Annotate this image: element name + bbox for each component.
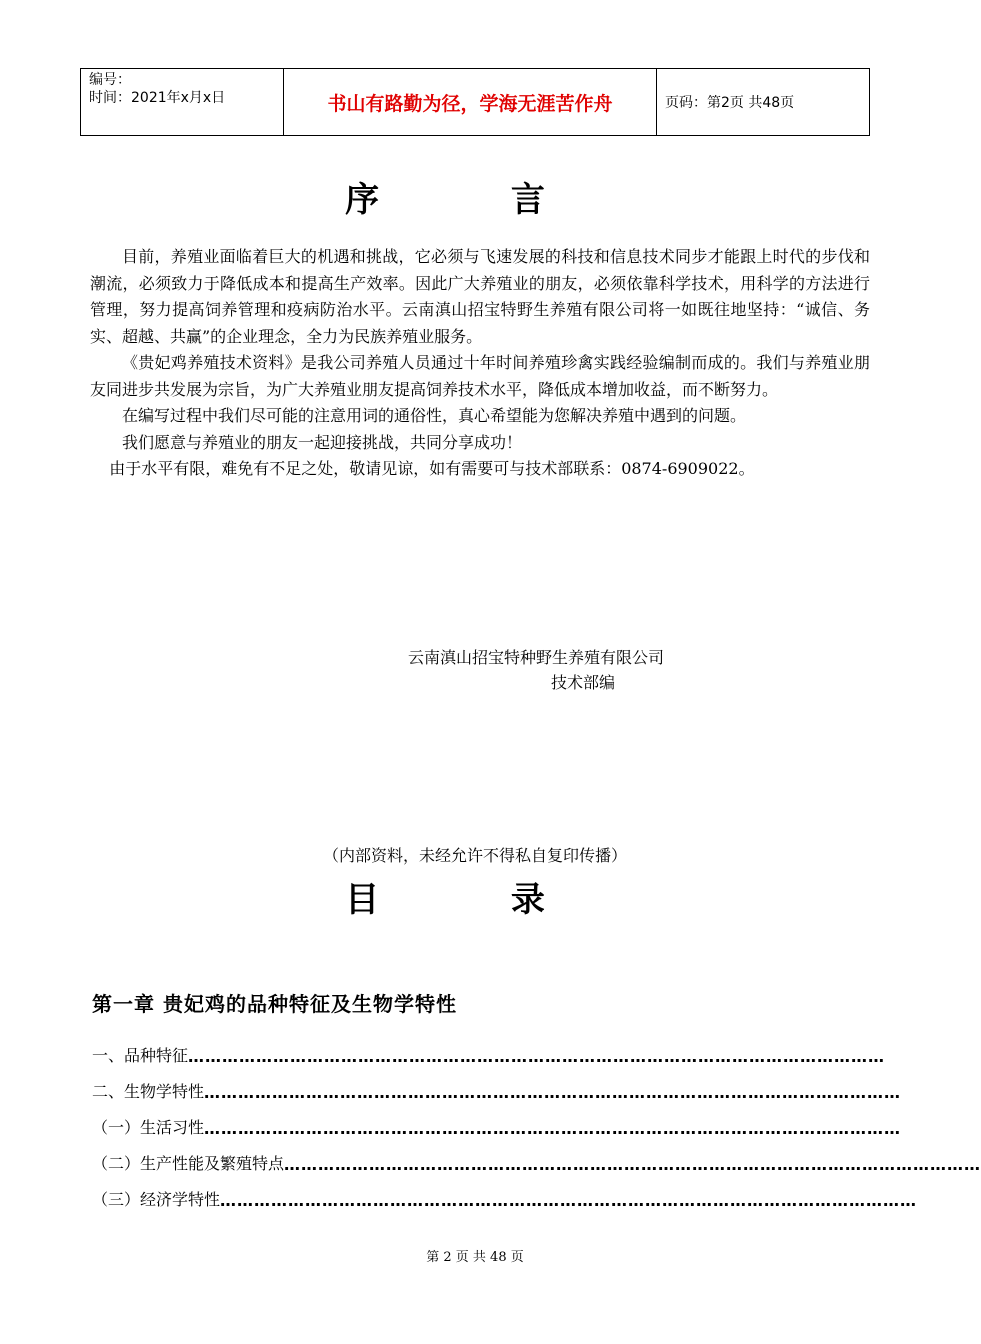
preface-paragraph: 在编写过程中我们尽可能的注意用词的通俗性，真心希望能为您解决养殖中遇到的问题。: [122, 406, 747, 425]
toc-item[interactable]: [92, 1078, 902, 1102]
preface-paragraph: 目前，养殖业面临着巨大的机遇和挑战，它必须与飞速发展的科技和信息技术同步才能跟上时代的步伐和潮流，必须致力于降低成本和提高生产效率。因此广大养殖业的朋友，必须依靠科学技术，用科学的方法进行管理，努力提高饲养管理和疫病防治水平。云南滇山招宝特野生养殖有限公司将一如既往地坚持：“诚信、务实、超越、共赢”的企业理念，全力为民族养殖业服务。: [90, 247, 870, 346]
internal-notice: （内部资料，未经允许不得私自复印传播）: [322, 846, 627, 865]
toc-item-label: 一、品种特征: [92, 1046, 189, 1065]
header-table: [80, 68, 870, 136]
toc-item-label: 二、生物学特性: [92, 1082, 205, 1101]
toc-chapter-heading: 第一章 贵妃鸡的品种特征及生物学特性: [92, 992, 457, 1016]
toc-title: 目 录: [345, 880, 605, 920]
page-footer: 第 2 页 共 48 页: [426, 1250, 524, 1265]
toc-leader-dots: ……………………………………………………………………………………………………………: [204, 1083, 902, 1102]
toc-item[interactable]: [92, 1042, 886, 1066]
preface-title: 序 言: [345, 180, 605, 220]
toc-leader-dots: ……………………………………………………………………………………………………………: [204, 1119, 902, 1138]
header-meta-cell: [81, 69, 284, 136]
toc-leader-dots: ……………………………………………………………………………………………………………: [284, 1155, 981, 1174]
toc-item-label: （三）经济学特性: [92, 1190, 221, 1209]
toc-leader-dots: ……………………………………………………………………………………………………………: [220, 1191, 918, 1210]
header-number-label: 编号：: [89, 72, 131, 88]
header-time-label: 时间：2021年x月x日: [89, 90, 226, 106]
toc-item[interactable]: [92, 1150, 981, 1174]
header-motto: 书山有路勤为径，学海无涯苦作舟: [284, 69, 657, 136]
preface-paragraph: 由于水平有限，难免有不足之处，敬请见谅，如有需要可与技术部联系：0874-6909022。: [109, 459, 755, 478]
department-signature: 技术部编: [551, 673, 616, 692]
preface-paragraph: 《贵妃鸡养殖技术资料》是我公司养殖人员通过十年时间养殖珍禽实践经验编制而成的。我们与养殖业朋友同进步共发展为宗旨，为广大养殖业朋友提高饲养技术水平，降低成本增加收益，而不断努力。: [90, 353, 870, 399]
toc-leader-dots: ……………………………………………………………………………………………………………: [188, 1047, 886, 1066]
header-page-info: 页码：第2页 共48页: [657, 69, 870, 136]
toc-item[interactable]: [92, 1114, 902, 1138]
preface-paragraph: 我们愿意与养殖业的朋友一起迎接挑战，共同分享成功！: [122, 432, 523, 452]
toc-item[interactable]: [92, 1186, 918, 1210]
company-signature: 云南滇山招宝特种野生养殖有限公司: [408, 648, 665, 667]
toc-item-label: （二）生产性能及繁殖特点: [92, 1154, 285, 1173]
toc-item-label: （一）生活习性: [92, 1118, 205, 1137]
preface-body: [90, 244, 870, 483]
